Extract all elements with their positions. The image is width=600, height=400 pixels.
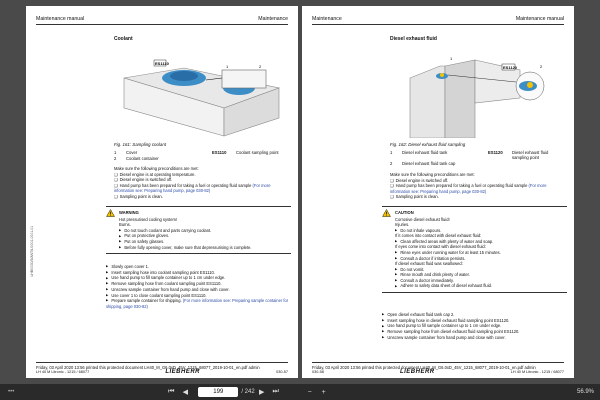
callout-code: ES1110 xyxy=(155,61,169,66)
step: ▶ Open diesel exhaust fluid tank cap 2. xyxy=(382,312,567,318)
figure-legend xyxy=(114,150,289,163)
figure-caption: Fig. 161: Sampling coolant xyxy=(114,142,166,147)
preconditions: Make sure the following preconditions are met: ❑ Diesel engine is switched off. ❑ Hand pump has been prepared for taking a fuel or operating fluid sample (For more information see: Preparing hand pump, page 030-82) ❑ Sampling point is clean. xyxy=(390,172,565,200)
legend-row: 1 Diesel exhaust fluid tank ES1120 Diesel exhaust fluid sampling point xyxy=(390,150,549,160)
step: ▶ Use hand pump to fill sample container up to 1 cm under edge. xyxy=(382,323,567,329)
first-page-icon[interactable]: ⏮ xyxy=(168,388,175,395)
prev-page-icon[interactable]: ◀ xyxy=(182,389,188,396)
step: ▶ Use hand pump to fill sample container up to 1 cm under edge. xyxy=(106,275,291,281)
step: ▶ Unscrew sample container from hand pump and close with cover. xyxy=(382,335,567,341)
callout-2: 2 xyxy=(259,64,262,69)
section-title: Coolant xyxy=(114,36,133,42)
liebherr-logo: LIEBHERR xyxy=(165,368,201,375)
caution-head: CAUTION xyxy=(382,209,567,217)
warning-icon xyxy=(106,209,115,217)
step: ▶ Unscrew sample container from hand pump and close with cover. xyxy=(106,287,291,293)
legend-row: 2 Coolant container xyxy=(114,156,159,162)
section-title: Diesel exhaust fluid xyxy=(390,36,437,42)
checklist-item: ❑ Diesel engine is switched off. xyxy=(390,178,565,184)
def-tank-figure xyxy=(390,48,560,138)
zoom-level[interactable]: 56.9% xyxy=(576,389,594,395)
caution-box: CAUTION Corrosive diesel exhaust fluid! Injuries. ▶ Do not inhale vapours. If it comes into contact with diesel exhaust fluid: ▶ Clean affected areas with plenty of water and soap. If eyes come into contact with diesel exhaust fluid: ▶ Rinse eyes under running water for at least 15 minutes. ▶ Consult a doctor if irritation persists. If diesel exhaust fluid was swallowed: ▶ Do not vomit. ▶ Rinse mouth and drink plenty of water. ▶ Consult a doctor immediately. ▶ Adhere to safety data sheet of diesel exhaust fluid. xyxy=(382,206,567,293)
step: ▶ Remove sampling hose from diesel exhaust fluid sampling point ES1120. xyxy=(382,329,567,335)
procedure-steps xyxy=(106,264,291,310)
viewer-toolbar xyxy=(0,384,600,400)
callout-code: ES1120 xyxy=(503,65,518,70)
warning-icon xyxy=(382,209,391,217)
next-page-icon[interactable]: ▶ xyxy=(258,389,265,396)
step: ▶ Insert sampling hose in diesel exhaust fluid sampling point ES1120. xyxy=(382,318,567,324)
zoom-out-icon[interactable]: − xyxy=(307,388,312,396)
checklist-item: ❑ Hand pump has been prepared for taking a fuel or operating fluid sample (For more information see: Preparing hand pump, page 030-82) xyxy=(390,183,565,194)
page-number-input[interactable]: 199 xyxy=(198,387,238,397)
header-left: Maintenance xyxy=(312,16,342,22)
page-header xyxy=(312,16,564,25)
figure-caption: Fig. 162: Diesel exhaust fluid sampling xyxy=(390,142,466,147)
header-right: Maintenance xyxy=(258,16,288,22)
checklist-item: ❑ Diesel engine is switched off. xyxy=(114,177,289,183)
checklist-item: ❑ Hand pump has been prepared for taking a fuel or operating fluid sample (For more information see: Preparing hand pump, page 030-82) xyxy=(114,183,289,194)
liebherr-logo: LIEBHERR xyxy=(399,368,435,375)
legend-row: 2 Diesel exhaust fluid tank cap xyxy=(390,161,456,167)
page-total: / 242 xyxy=(241,389,255,395)
checklist-item: ❑ Sampling point is clean. xyxy=(390,194,565,200)
callout-1: 1 xyxy=(226,64,229,69)
header-left: Maintenance manual xyxy=(36,16,85,22)
last-page-icon[interactable]: ⏭ xyxy=(272,388,279,395)
step: ▶ Prepare sample container for shipping. (For more information see: Preparing sample container for shipping, page 030-82) xyxy=(106,298,291,309)
header-right: Maintenance manual xyxy=(515,16,564,22)
warning-box: WARNING Hot pressurised cooling system! Burns. ▶ Do not touch coolant and parts carrying coolant. ▶ Put on protective gloves. ▶ Put on safety glasses. ▶ Before fully opening cover, make sure that depressurising is complete. xyxy=(106,206,291,254)
warning-head: WARNING xyxy=(106,209,291,217)
page-footer: Friday, 03 April 2020 13:56 printed this protected document LH40_M_G6.0xD_45V_1215_68077_2019-10-01_en.pdf admin 030-58 LIEBHERR LH 40 M Litronic - 1215 / 68077 xyxy=(312,362,564,375)
page-footer: Friday, 03 April 2020 13:56 printed this protected document LH40_M_G6.0xD_45V_1215_68077_2019-10-01_en.pdf admin LH 40 M Litronic - 1215 / 68077 LIEBHERR 030-57 xyxy=(36,362,288,375)
zoom-in-icon[interactable]: + xyxy=(321,388,326,396)
callout-2: 2 xyxy=(540,64,543,69)
step: ▶ Slowly open cover 1. xyxy=(106,264,291,270)
step: ▶ Use cover 1 to close coolant sampling point ES1110. xyxy=(106,293,291,299)
legend-row: 1 Cover ES1110 Coolant sampling point xyxy=(114,150,279,155)
callout-1: 1 xyxy=(450,56,453,61)
page-right xyxy=(302,6,574,378)
checklist-item: ❑ Sampling point is clean. xyxy=(114,194,289,200)
checklist-item: ❑ Diesel engine is at operating temperature. xyxy=(114,172,289,178)
preconditions: Make sure the following preconditions are met: ❑ Diesel engine is at operating temperature. ❑ Diesel engine is switched off. ❑ Hand pump has been prepared for taking a fuel or operating fluid sample (For more information see: Preparing hand pump, page 030-82) ❑ Sampling point is clean. xyxy=(114,166,289,200)
page-header xyxy=(36,16,288,25)
page-left xyxy=(26,6,298,378)
precondition-link[interactable]: (For more information see: Preparing hand pump, page 030-82) xyxy=(390,183,547,194)
figure-legend xyxy=(390,150,565,168)
step: ▶ Remove sampling hose from coolant sampling point ES1110. xyxy=(106,281,291,287)
coolant-figure xyxy=(114,48,284,138)
more-dots-icon[interactable]: ••• xyxy=(8,389,15,395)
side-code: LHB/0030/3/ANT/L/0001-0001-01 xyxy=(30,226,34,277)
shipping-link[interactable]: (For more information see: Preparing sample container for shipping, page 030-82) xyxy=(106,298,289,310)
step: ▶ Insert sampling hose into coolant sampling point ES1110. xyxy=(106,270,291,276)
precondition-link[interactable]: (For more information see: Preparing hand pump, page 030-82) xyxy=(114,182,271,194)
procedure-steps xyxy=(382,312,567,341)
